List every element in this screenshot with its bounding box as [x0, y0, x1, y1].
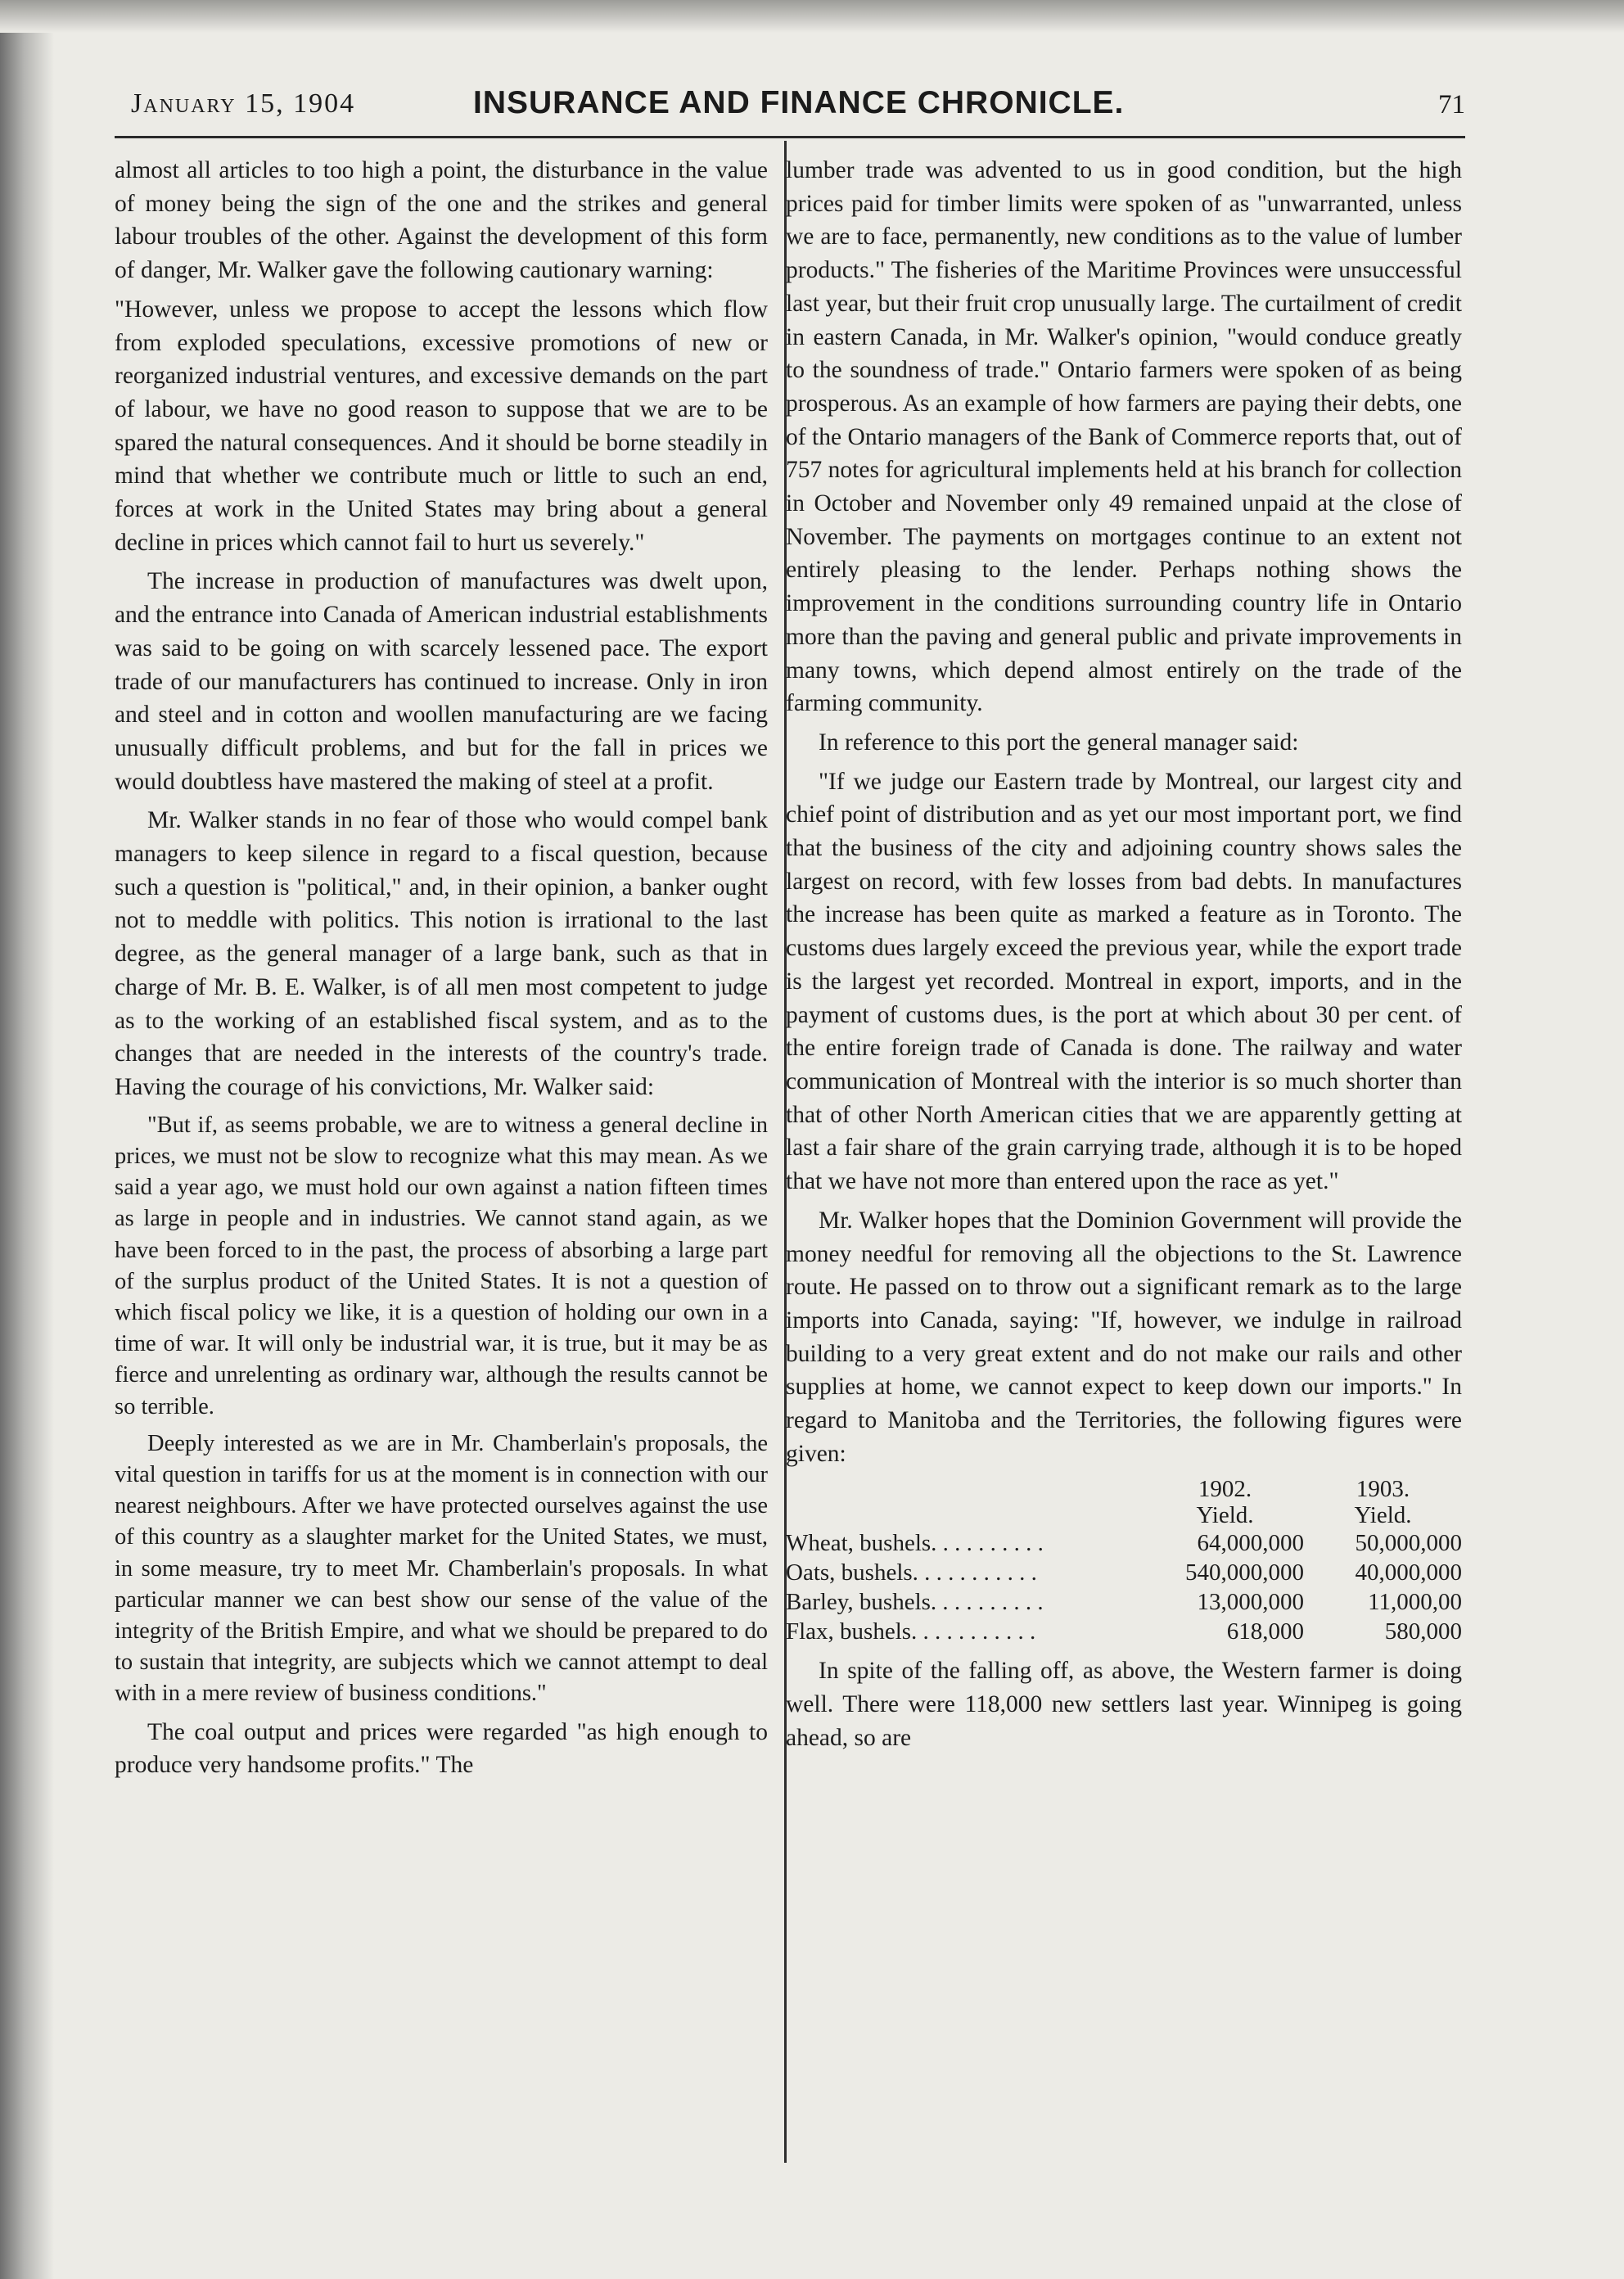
paragraph: Mr. Walker hopes that the Dominion Government will provide the money needful for removing all the objections to the St. Lawrence route. He passed on to throw out a significant remark as to the large imports into Canada, saying: "If, however, we indulge in railroad building to a very great extent and do not make our rails and other supplies at home, we cannot expect to keep down our imports." In regard to Manitoba and the Territories, the following figures were given: — [786, 1207, 1462, 1467]
yield-1903-header: Yield. — [1354, 1502, 1412, 1529]
yield-1902: 540,000,000 — [1185, 1559, 1304, 1586]
table-row — [786, 1528, 1462, 1558]
yield-1903: 50,000,000 — [1355, 1530, 1462, 1557]
header-rule — [115, 136, 1465, 138]
yield-1902-header: Yield. — [1196, 1502, 1254, 1529]
yield-table — [786, 1476, 1462, 1646]
paragraph: "However, unless we propose to accept the lessons which flow from exploded speculations, excessive promotions of new or reorganized industrial ventures, and excessive demands on the part of labour, we have no good reason to suppose that we are to be spared the natural consequences. And it should be borne steadily in mind that whether we contribute much or little to such an end, forces at work in the United States may bring about a general decline in prices which cannot fail to hurt us severely." — [115, 296, 768, 556]
yield-1902: 13,000,000 — [1197, 1589, 1304, 1616]
left-column — [115, 154, 768, 1788]
paragraph: almost all articles to too high a point, the disturbance in the value of money being the sign of the one and the strikes and general labour troubles of the other. Against the development of this form of danger, Mr. Walker gave the following cautionary warning: — [115, 157, 768, 284]
page-number: 71 — [1438, 90, 1465, 120]
table-row — [786, 1587, 1462, 1617]
yield-table-label-row — [786, 1502, 1462, 1528]
crop-label: Barley, bushels. . . . . . . . . . — [786, 1589, 1044, 1616]
crop-label: Wheat, bushels. . . . . . . . . . — [786, 1530, 1044, 1557]
paragraph: The coal output and prices were regarded "as high enough to produce very handsome profits." The — [115, 1718, 768, 1779]
crop-label: Oats, bushels. . . . . . . . . . . — [786, 1559, 1037, 1586]
paragraph: In reference to this port the general manager said: — [819, 729, 1299, 756]
paragraph: lumber trade was advented to us in good condition, but the high prices paid for timber limits were spoken of as "unwarranted, unless we are to face, permanently, new conditions as to the value of lumber products." The fisheries of the Maritime Provinces were unsuccessful last year, but their fruit crop unusually large. The curtailment of credit in eastern Canada, in Mr. Walker's opinion, "would conduce greatly to the soundness of trade." Ontario farmers were spoken of as being prosperous. As an example of how farmers are paying their debts, one of the Ontario managers of the Bank of Commerce reports that, out of 757 notes for agricultural implements held at his branch for collection in October and November only 49 remained unpaid at the close of November. The payments on mortgages continue to an extent not entirely pleasing to the lender. Perhaps nothing shows the improvement in the conditions surrounding country life in Ontario more than the paving and general public and private improvements in many towns, which depend almost entirely on the trade of the farming community. — [786, 157, 1462, 717]
page-top-edge-shadow — [0, 0, 1624, 33]
running-header — [131, 85, 1465, 124]
year-1903-header: 1903. — [1356, 1476, 1410, 1503]
right-column-text — [786, 154, 1462, 1470]
paragraph: In spite of the falling off, as above, the Western farmer is doing well. There were 118,000 new settlers last year. Winnipeg is going ahead, so are — [786, 1658, 1462, 1751]
paragraph: The increase in production of manufactures was dwelt upon, and the entrance into Canada of American industrial establishments was said to be going on with scarcely lessened pace. The export trade of our manufacturers has continued to increase. Only in iron and steel and in cotton and woollen manufacturing are we facing unusually difficult problems, and but for the fall in prices we would doubtless have mastered the making of steel at a profit. — [115, 568, 768, 795]
table-row — [786, 1617, 1462, 1646]
right-column-text-after-table — [786, 1654, 1462, 1754]
yield-1902: 64,000,000 — [1197, 1530, 1304, 1557]
issue-date: January 15, 1904 — [131, 88, 356, 119]
paragraph: Mr. Walker stands in no fear of those who would compel bank managers to keep silence in regard to a fiscal question, because such a question is "political," and, in their opinion, a banker ought not to meddle with politics. This notion is irrational to the last degree, as the general manager of a large bank, such as that in charge of Mr. B. E. Walker, is of all men most competent to judge as to the working of an established fiscal system, and as to the changes that are needed in the interests of the country's trade. Having the courage of his convictions, Mr. Walker said: — [115, 807, 768, 1100]
table-row — [786, 1558, 1462, 1587]
quoted-paragraph: "But if, as seems probable, we are to witness a general decline in prices, we must not be slow to recognize what this may mean. As we said a year ago, we must hold our own against a nation fifteen times as large in people and in industries. We cannot stand again, as we have been forced to in the past, the process of absorbing a large part of the surplus product of the United States. It is not a question of which fiscal policy we like, it is a question of holding our own in a time of war. It will only be industrial war, it is true, but it may be as fierce and unrelenting as ordinary war, although the results cannot be so terrible. — [115, 1112, 768, 1419]
year-1902-header: 1902. — [1198, 1476, 1252, 1503]
paragraph: "If we judge our Eastern trade by Montreal, our largest city and chief point of distribution and as yet our most important port, we find that the business of the city and adjoining country shows sales the largest on record, with few losses from bad debts. In manufactures the increase has been quite as marked a feature as in Toronto. The customs dues largely exceed the previous year, while the export trade is the largest yet recorded. Montreal in export, imports, and in the payment of customs dues, is the port at which about 30 per cent. of the entire foreign trade of Canada is done. The railway and water communication of Montreal with the interior is so much shorter than that of other North American cities that we are apparently getting at last a fair share of the grain carrying trade, although it is to be hoped that we have not more than entered upon the race as yet." — [786, 768, 1462, 1195]
yield-1902: 618,000 — [1226, 1618, 1304, 1645]
yield-1903: 580,000 — [1384, 1618, 1462, 1645]
publication-title: INSURANCE AND FINANCE CHRONICLE. — [473, 85, 1125, 120]
yield-table-year-row — [786, 1476, 1462, 1502]
yield-1903: 40,000,000 — [1355, 1559, 1462, 1586]
yield-1903: 11,000,00 — [1368, 1589, 1462, 1616]
crop-label: Flax, bushels. . . . . . . . . . . — [786, 1618, 1036, 1645]
page-left-edge-shadow — [0, 0, 54, 2279]
quoted-paragraph: Deeply interested as we are in Mr. Chamberlain's proposals, the vital question in tariffs for us at the moment is in connection with our nearest neighbours. After we have protected ourselves against the use of this country as a slaughter market for the United States, we must, in some measure, try to meet Mr. Chamberlain's proposals. In what particular manner we can best show our sense of the value of the integrity of the British Empire, and what we should be prepared to do to sustain that integrity, are subjects which we cannot attempt to deal with in a mere review of business conditions." — [115, 1430, 768, 1707]
right-column — [786, 154, 1462, 1761]
